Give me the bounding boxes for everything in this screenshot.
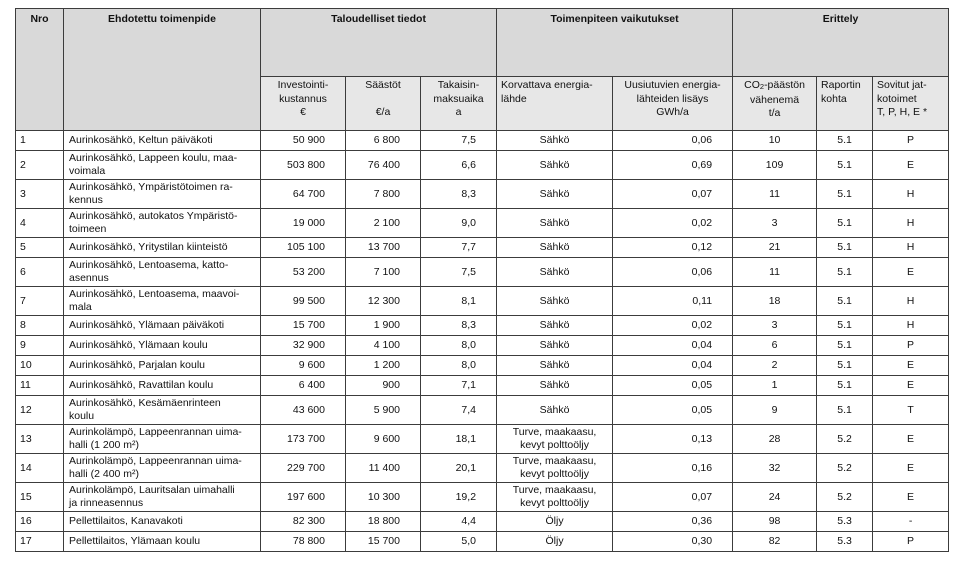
header-co2 xyxy=(733,77,817,131)
cell-payback: 7,7 xyxy=(421,238,497,258)
cell-agreed-action: E xyxy=(873,483,949,512)
header-replaced-source xyxy=(497,77,613,131)
cell-replaced-source-line: Sähkö xyxy=(539,134,570,146)
cell-co2: 2 xyxy=(733,356,817,376)
header-savings-label: Säästöt xyxy=(365,79,401,91)
cell-nro: 7 xyxy=(16,287,64,316)
header-agreed-actions xyxy=(873,77,949,131)
cell-investment: 197 600 xyxy=(261,483,346,512)
cell-nro: 14 xyxy=(16,454,64,483)
header-replaced-l1: Korvattava energia- xyxy=(501,79,593,91)
cell-replaced-source xyxy=(497,131,613,151)
header-renewable-l1: Uusiutuvien energia- xyxy=(624,79,721,91)
cell-savings: 5 900 xyxy=(346,396,421,425)
cell-report-section: 5.2 xyxy=(817,483,873,512)
cell-co2: 3 xyxy=(733,209,817,238)
cell-measure-line: halli (1 200 m²) xyxy=(69,439,140,451)
cell-investment: 19 000 xyxy=(261,209,346,238)
cell-savings: 2 100 xyxy=(346,209,421,238)
cell-co2: 109 xyxy=(733,151,817,180)
table-row xyxy=(16,209,949,238)
cell-report-section: 5.3 xyxy=(817,512,873,532)
cell-payback: 8,3 xyxy=(421,180,497,209)
cell-report-section: 5.1 xyxy=(817,336,873,356)
table-row xyxy=(16,512,949,532)
cell-investment: 173 700 xyxy=(261,425,346,454)
cell-replaced-source-line: kevyt polttoöljy xyxy=(520,497,589,509)
cell-measure xyxy=(64,131,261,151)
cell-replaced-source xyxy=(497,454,613,483)
table-row xyxy=(16,151,949,180)
cell-investment: 99 500 xyxy=(261,287,346,316)
cell-payback: 9,0 xyxy=(421,209,497,238)
cell-nro: 3 xyxy=(16,180,64,209)
cell-nro: 8 xyxy=(16,316,64,336)
cell-measure-line: Aurinkosähkö, Parjalan koulu xyxy=(69,359,205,371)
cell-renewable: 0,07 xyxy=(613,483,733,512)
cell-investment: 9 600 xyxy=(261,356,346,376)
cell-agreed-action: H xyxy=(873,316,949,336)
cell-investment: 50 900 xyxy=(261,131,346,151)
cell-agreed-action: H xyxy=(873,287,949,316)
cell-replaced-source xyxy=(497,483,613,512)
cell-measure-line: halli (2 400 m²) xyxy=(69,468,140,480)
cell-measure xyxy=(64,209,261,238)
cell-nro: 5 xyxy=(16,238,64,258)
cell-replaced-source-line: Sähkö xyxy=(539,294,570,307)
cell-payback: 18,1 xyxy=(421,425,497,454)
cell-savings: 7 800 xyxy=(346,180,421,209)
cell-nro: 15 xyxy=(16,483,64,512)
table-row xyxy=(16,287,949,316)
header-nro: Nro xyxy=(16,9,64,131)
cell-co2: 9 xyxy=(733,396,817,425)
cell-replaced-source-line: Sähkö xyxy=(539,187,570,200)
cell-savings: 15 700 xyxy=(346,532,421,552)
cell-renewable: 0,12 xyxy=(613,238,733,258)
cell-nro: 9 xyxy=(16,336,64,356)
cell-agreed-action: E xyxy=(873,425,949,454)
cell-savings: 900 xyxy=(346,376,421,396)
cell-measure-line: Aurinkosähkö, Lentoasema, maavoi- xyxy=(69,288,240,300)
cell-renewable: 0,16 xyxy=(613,454,733,483)
cell-replaced-source-line: kevyt polttoöljy xyxy=(520,439,589,451)
cell-co2: 18 xyxy=(733,287,817,316)
cell-report-section: 5.1 xyxy=(817,131,873,151)
cell-renewable: 0,36 xyxy=(613,512,733,532)
measures-table xyxy=(15,8,949,552)
header-payback-unit: a xyxy=(455,106,462,118)
table-row xyxy=(16,376,949,396)
cell-measure xyxy=(64,396,261,425)
cell-measure-line: mala xyxy=(69,301,92,313)
header-payback-l2: maksuaika xyxy=(433,92,484,105)
cell-nro: 10 xyxy=(16,356,64,376)
cell-renewable: 0,04 xyxy=(613,336,733,356)
cell-measure-line: Aurinkosähkö, Ylämaan päiväkoti xyxy=(69,319,225,331)
cell-renewable: 0,07 xyxy=(613,180,733,209)
cell-measure xyxy=(64,336,261,356)
table-row xyxy=(16,238,949,258)
cell-report-section: 5.1 xyxy=(817,287,873,316)
header-renewable-unit: GWh/a xyxy=(656,106,689,118)
cell-payback: 8,1 xyxy=(421,287,497,316)
header-savings-unit: €/a xyxy=(375,105,391,118)
cell-report-section: 5.1 xyxy=(817,151,873,180)
cell-renewable: 0,13 xyxy=(613,425,733,454)
cell-report-section: 5.1 xyxy=(817,396,873,425)
table-row xyxy=(16,425,949,454)
cell-co2: 24 xyxy=(733,483,817,512)
header-agreed-l1: Sovitut jat- xyxy=(877,79,927,91)
cell-agreed-action: H xyxy=(873,180,949,209)
header-co2-l1: $CO_2$-päästön xyxy=(744,79,805,91)
cell-report-section: 5.1 xyxy=(817,356,873,376)
cell-investment: 229 700 xyxy=(261,454,346,483)
cell-nro: 4 xyxy=(16,209,64,238)
cell-replaced-source-line: Öljy xyxy=(545,535,564,547)
header-renewable xyxy=(613,77,733,131)
cell-renewable: 0,05 xyxy=(613,396,733,425)
cell-agreed-action: - xyxy=(873,512,949,532)
cell-savings: 18 800 xyxy=(346,512,421,532)
header-report-section xyxy=(817,77,873,131)
cell-report-section: 5.3 xyxy=(817,532,873,552)
cell-agreed-action: E xyxy=(873,454,949,483)
cell-replaced-source-line: Sähkö xyxy=(539,158,570,171)
header-payback xyxy=(421,77,497,131)
cell-nro: 6 xyxy=(16,258,64,287)
cell-investment: 82 300 xyxy=(261,512,346,532)
cell-replaced-source xyxy=(497,287,613,316)
cell-co2: 11 xyxy=(733,180,817,209)
cell-replaced-source xyxy=(497,425,613,454)
cell-report-section: 5.1 xyxy=(817,316,873,336)
cell-payback: 6,6 xyxy=(421,151,497,180)
cell-measure-line: Aurinkosähkö, Yritystilan kiinteistö xyxy=(69,241,228,253)
table-row xyxy=(16,336,949,356)
cell-savings: 1 900 xyxy=(346,316,421,336)
cell-payback: 5,0 xyxy=(421,532,497,552)
cell-measure-line: Pellettilaitos, Ylämaan koulu xyxy=(69,535,201,547)
cell-replaced-source-line: Sähkö xyxy=(539,339,570,351)
cell-payback: 7,5 xyxy=(421,258,497,287)
cell-measure xyxy=(64,238,261,258)
cell-savings: 76 400 xyxy=(346,151,421,180)
cell-measure xyxy=(64,454,261,483)
header-agreed-l3: T, P, H, E * xyxy=(877,106,928,118)
cell-nro: 12 xyxy=(16,396,64,425)
cell-nro: 17 xyxy=(16,532,64,552)
cell-replaced-source xyxy=(497,151,613,180)
header-renewable-l2: lähteiden lisäys xyxy=(636,92,709,105)
cell-payback: 4,4 xyxy=(421,512,497,532)
cell-co2: 10 xyxy=(733,131,817,151)
cell-savings: 12 300 xyxy=(346,287,421,316)
header-savings xyxy=(346,77,421,131)
cell-measure xyxy=(64,316,261,336)
cell-savings: 10 300 xyxy=(346,483,421,512)
cell-co2: 6 xyxy=(733,336,817,356)
cell-replaced-source-line: Sähkö xyxy=(539,403,570,416)
cell-measure-line: asennus xyxy=(69,272,109,284)
cell-replaced-source-line: Sähkö xyxy=(539,241,570,253)
cell-replaced-source-line: kevyt polttoöljy xyxy=(520,468,589,480)
cell-replaced-source xyxy=(497,258,613,287)
cell-co2: 98 xyxy=(733,512,817,532)
cell-nro: 2 xyxy=(16,151,64,180)
cell-co2: 82 xyxy=(733,532,817,552)
cell-measure-line: Aurinkolämpö, Lappeenrannan uima- xyxy=(69,455,242,467)
cell-nro: 11 xyxy=(16,376,64,396)
cell-replaced-source-line: Sähkö xyxy=(539,265,570,278)
cell-measure-line: Aurinkosähkö, Kesämäenrinteen xyxy=(69,397,221,409)
cell-measure-line: Aurinkolämpö, Lauritsalan uimahalli xyxy=(69,484,235,496)
table-row xyxy=(16,131,949,151)
cell-replaced-source-line: Turve, maakaasu, xyxy=(512,455,597,467)
cell-replaced-source xyxy=(497,238,613,258)
cell-renewable: 0,69 xyxy=(613,151,733,180)
cell-savings: 13 700 xyxy=(346,238,421,258)
cell-measure-line: Aurinkosähkö, Ravattilan koulu xyxy=(69,379,214,391)
cell-savings: 9 600 xyxy=(346,425,421,454)
cell-payback: 7,1 xyxy=(421,376,497,396)
cell-replaced-source xyxy=(497,376,613,396)
cell-measure xyxy=(64,258,261,287)
cell-co2: 21 xyxy=(733,238,817,258)
table-row xyxy=(16,396,949,425)
cell-measure-line: Aurinkosähkö, Ylämaan koulu xyxy=(69,339,208,351)
cell-investment: 78 800 xyxy=(261,532,346,552)
cell-investment: 503 800 xyxy=(261,151,346,180)
cell-replaced-source xyxy=(497,180,613,209)
cell-measure xyxy=(64,512,261,532)
cell-replaced-source xyxy=(497,512,613,532)
cell-replaced-source xyxy=(497,316,613,336)
cell-replaced-source-line: Sähkö xyxy=(539,319,570,331)
cell-savings: 6 800 xyxy=(346,131,421,151)
cell-investment: 105 100 xyxy=(261,238,346,258)
cell-investment: 32 900 xyxy=(261,336,346,356)
cell-renewable: 0,06 xyxy=(613,131,733,151)
cell-replaced-source xyxy=(497,336,613,356)
cell-report-section: 5.2 xyxy=(817,425,873,454)
cell-report-section: 5.1 xyxy=(817,258,873,287)
cell-replaced-source-line: Sähkö xyxy=(539,379,570,391)
cell-co2: 11 xyxy=(733,258,817,287)
cell-savings: 11 400 xyxy=(346,454,421,483)
header-agreed-l2: kotoimet xyxy=(877,92,917,105)
cell-payback: 8,0 xyxy=(421,336,497,356)
cell-investment: 6 400 xyxy=(261,376,346,396)
cell-report-section: 5.1 xyxy=(817,209,873,238)
cell-renewable: 0,05 xyxy=(613,376,733,396)
cell-agreed-action: E xyxy=(873,376,949,396)
header-investment-l2: kustannus xyxy=(279,92,327,105)
cell-replaced-source-line: Turve, maakaasu, xyxy=(512,426,597,438)
cell-measure-line: koulu xyxy=(69,410,95,422)
cell-renewable: 0,04 xyxy=(613,356,733,376)
cell-measure-line: kennus xyxy=(69,194,103,206)
cell-report-section: 5.1 xyxy=(817,376,873,396)
cell-replaced-source-line: Turve, maakaasu, xyxy=(512,484,597,496)
header-breakdown: Erittely xyxy=(733,9,949,77)
cell-measure xyxy=(64,287,261,316)
cell-replaced-source-line: Sähkö xyxy=(539,216,570,229)
cell-replaced-source-line: Sähkö xyxy=(539,359,570,371)
cell-measure xyxy=(64,483,261,512)
table-row xyxy=(16,180,949,209)
cell-measure-line: ja rinneasennus xyxy=(69,497,144,509)
cell-measure xyxy=(64,356,261,376)
cell-payback: 8,3 xyxy=(421,316,497,336)
cell-investment: 15 700 xyxy=(261,316,346,336)
cell-agreed-action: H xyxy=(873,238,949,258)
cell-co2: 32 xyxy=(733,454,817,483)
cell-payback: 20,1 xyxy=(421,454,497,483)
table-body xyxy=(16,131,949,552)
cell-replaced-source xyxy=(497,209,613,238)
cell-investment: 53 200 xyxy=(261,258,346,287)
cell-agreed-action: E xyxy=(873,258,949,287)
cell-nro: 16 xyxy=(16,512,64,532)
cell-agreed-action: H xyxy=(873,209,949,238)
cell-payback: 19,2 xyxy=(421,483,497,512)
header-investment-unit: € xyxy=(300,106,306,118)
cell-measure-line: Pellettilaitos, Kanavakoti xyxy=(69,515,183,527)
cell-co2: 1 xyxy=(733,376,817,396)
cell-measure-line: Aurinkosähkö, Ympäristötoimen ra- xyxy=(69,181,233,193)
cell-measure-line: voimala xyxy=(69,165,106,177)
cell-replaced-source xyxy=(497,356,613,376)
table-row xyxy=(16,454,949,483)
cell-agreed-action: P xyxy=(873,336,949,356)
table-row xyxy=(16,483,949,512)
cell-investment: 43 600 xyxy=(261,396,346,425)
cell-agreed-action: E xyxy=(873,356,949,376)
cell-measure xyxy=(64,532,261,552)
header-report-l2: kohta xyxy=(821,92,847,105)
cell-measure-line: toimeen xyxy=(69,223,107,235)
cell-payback: 7,4 xyxy=(421,396,497,425)
header-report-l1: Raportin xyxy=(821,79,861,91)
cell-renewable: 0,30 xyxy=(613,532,733,552)
cell-agreed-action: T xyxy=(873,396,949,425)
header-measure: Ehdotettu toimenpide xyxy=(64,9,261,131)
cell-renewable: 0,06 xyxy=(613,258,733,287)
cell-savings: 7 100 xyxy=(346,258,421,287)
table-row xyxy=(16,356,949,376)
header-investment-l1: Investointi- xyxy=(277,79,329,91)
cell-agreed-action: P xyxy=(873,131,949,151)
cell-agreed-action: E xyxy=(873,151,949,180)
cell-agreed-action: P xyxy=(873,532,949,552)
cell-measure-line: Aurinkolämpö, Lappeenrannan uima- xyxy=(69,426,242,438)
cell-measure-line: Aurinkosähkö, Keltun päiväkoti xyxy=(69,134,213,146)
cell-co2: 3 xyxy=(733,316,817,336)
table-row xyxy=(16,316,949,336)
cell-replaced-source xyxy=(497,532,613,552)
cell-replaced-source xyxy=(497,396,613,425)
cell-measure-line: Aurinkosähkö, Lentoasema, katto- xyxy=(69,259,229,271)
cell-renewable: 0,11 xyxy=(613,287,733,316)
cell-renewable: 0,02 xyxy=(613,316,733,336)
cell-report-section: 5.1 xyxy=(817,238,873,258)
cell-measure xyxy=(64,376,261,396)
cell-replaced-source-line: Öljy xyxy=(545,515,564,527)
header-replaced-l2: lähde xyxy=(501,92,527,105)
header-economic: Taloudelliset tiedot xyxy=(261,9,497,77)
header-effects: Toimenpiteen vaikutukset xyxy=(497,9,733,77)
cell-report-section: 5.1 xyxy=(817,180,873,209)
header-co2-l2: vähenemä xyxy=(750,93,800,106)
cell-payback: 7,5 xyxy=(421,131,497,151)
header-co2-unit: t/a xyxy=(768,107,781,119)
cell-measure xyxy=(64,180,261,209)
cell-investment: 64 700 xyxy=(261,180,346,209)
cell-payback: 8,0 xyxy=(421,356,497,376)
header-payback-l1: Takaisin- xyxy=(437,79,480,91)
cell-measure-line: Aurinkosähkö, Lappeen koulu, maa- xyxy=(69,152,238,164)
cell-co2: 28 xyxy=(733,425,817,454)
cell-measure-line: Aurinkosähkö, autokatos Ympäristö- xyxy=(69,210,238,222)
cell-savings: 1 200 xyxy=(346,356,421,376)
table-row xyxy=(16,258,949,287)
cell-renewable: 0,02 xyxy=(613,209,733,238)
cell-nro: 13 xyxy=(16,425,64,454)
cell-report-section: 5.2 xyxy=(817,454,873,483)
header-investment xyxy=(261,77,346,131)
cell-savings: 4 100 xyxy=(346,336,421,356)
cell-measure xyxy=(64,151,261,180)
cell-nro: 1 xyxy=(16,131,64,151)
cell-measure xyxy=(64,425,261,454)
table-row xyxy=(16,532,949,552)
